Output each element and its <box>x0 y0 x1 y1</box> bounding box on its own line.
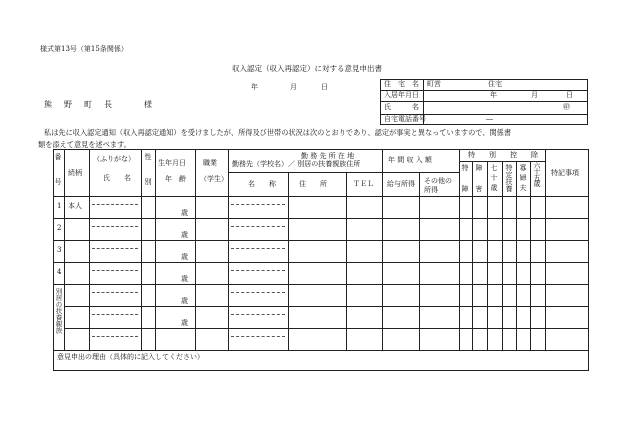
move-in-label: 入居年月日 <box>384 91 419 99</box>
intro-line-1: 私は先に収入認定通知（収入再認定通知）を受けましたが、所得及び世帯の状況は次のとおりであり、認定が事実と異なっていますので、関係書 <box>44 128 512 137</box>
age-unit: 歳 <box>181 231 188 239</box>
address-suffix: 住宅 <box>488 80 502 88</box>
age-unit: 歳 <box>181 209 188 217</box>
header-relation: 続柄 <box>68 169 82 177</box>
age-unit: 歳 <box>181 319 188 327</box>
header-name: 氏 名 <box>103 174 131 182</box>
phone-value: ― <box>486 115 493 123</box>
header-birth: 生年月日 <box>158 159 186 167</box>
row-relation: 本人 <box>68 202 82 210</box>
header-salary: 給与所得 <box>387 180 415 188</box>
opinion-label: 意見申出の理由（具体的に記入してください） <box>57 353 204 361</box>
header-no: 番号 <box>54 153 63 203</box>
separate-family-label: 別居の扶養親族 <box>54 288 63 334</box>
header-income: 年 間 収 入 額 <box>388 156 432 164</box>
header-sex: 性別 <box>144 153 153 203</box>
header-workplace-top2: 勤務先（学校名）／ 別居の扶養親族住所 <box>232 160 361 168</box>
phone-label: 自宅電話番号 <box>384 115 426 123</box>
age-unit: 歳 <box>181 275 188 283</box>
deduction-col: 七十歳 <box>490 164 499 194</box>
form-number: 様式第13号（第15条関係） <box>40 45 128 53</box>
date-month: 月 <box>290 83 297 91</box>
header-other-income: その他の所得 <box>424 177 452 195</box>
header-workplace-name: 名 称 <box>248 180 276 188</box>
intro-line-2: 類を添えて意見を述べます。 <box>38 140 131 149</box>
name-label: 氏 名 <box>384 103 419 111</box>
header-remarks: 特記事項 <box>551 169 579 177</box>
age-unit: 歳 <box>181 297 188 305</box>
addressee-char: 町 <box>84 100 92 109</box>
addressee-char: 野 <box>64 100 72 109</box>
row-no: 2 <box>57 224 62 232</box>
header-student: （学生） <box>200 175 228 183</box>
deduction-col: 寡婦夫 <box>519 164 528 194</box>
header-deductions: 特 別 控 除 <box>468 151 538 159</box>
row-no: 4 <box>57 268 62 276</box>
address-prefix: 町営 <box>427 80 441 88</box>
age-unit: 歳 <box>181 253 188 261</box>
header-age: 年 齢 <box>165 175 186 183</box>
address-label: 住 宅 名 <box>384 80 419 88</box>
header-workplace-address: 住 所 <box>299 180 327 188</box>
deduction-col: 特障 <box>461 164 470 206</box>
row-no: 1 <box>57 202 62 210</box>
move-in-day: 日 <box>566 91 573 99</box>
header-workplace-top1: 勤 務 先 所 在 地 <box>301 152 355 160</box>
header-tel: ＴＥＬ <box>353 180 374 188</box>
date-year: 年 <box>251 83 258 91</box>
deduction-col: 特定扶養 <box>505 164 514 192</box>
addressee-char: 様 <box>144 100 152 109</box>
header-furigana: （ふりがな） <box>93 155 135 163</box>
row-no: 3 <box>57 246 62 254</box>
addressee-char: 熊 <box>44 100 52 109</box>
deduction-col: 障害 <box>475 164 484 206</box>
header-occupation: 職業 <box>203 159 217 167</box>
move-in-month: 月 <box>531 91 538 99</box>
addressee-char: 長 <box>104 100 112 109</box>
date-day: 日 <box>321 83 328 91</box>
seal-mark: ㊞ <box>563 103 570 111</box>
form-title: 収入認定（収入再認定）に対する意見申出書 <box>232 64 382 73</box>
deduction-col: 六十五歳 <box>533 162 542 186</box>
move-in-year: 年 <box>490 91 497 99</box>
